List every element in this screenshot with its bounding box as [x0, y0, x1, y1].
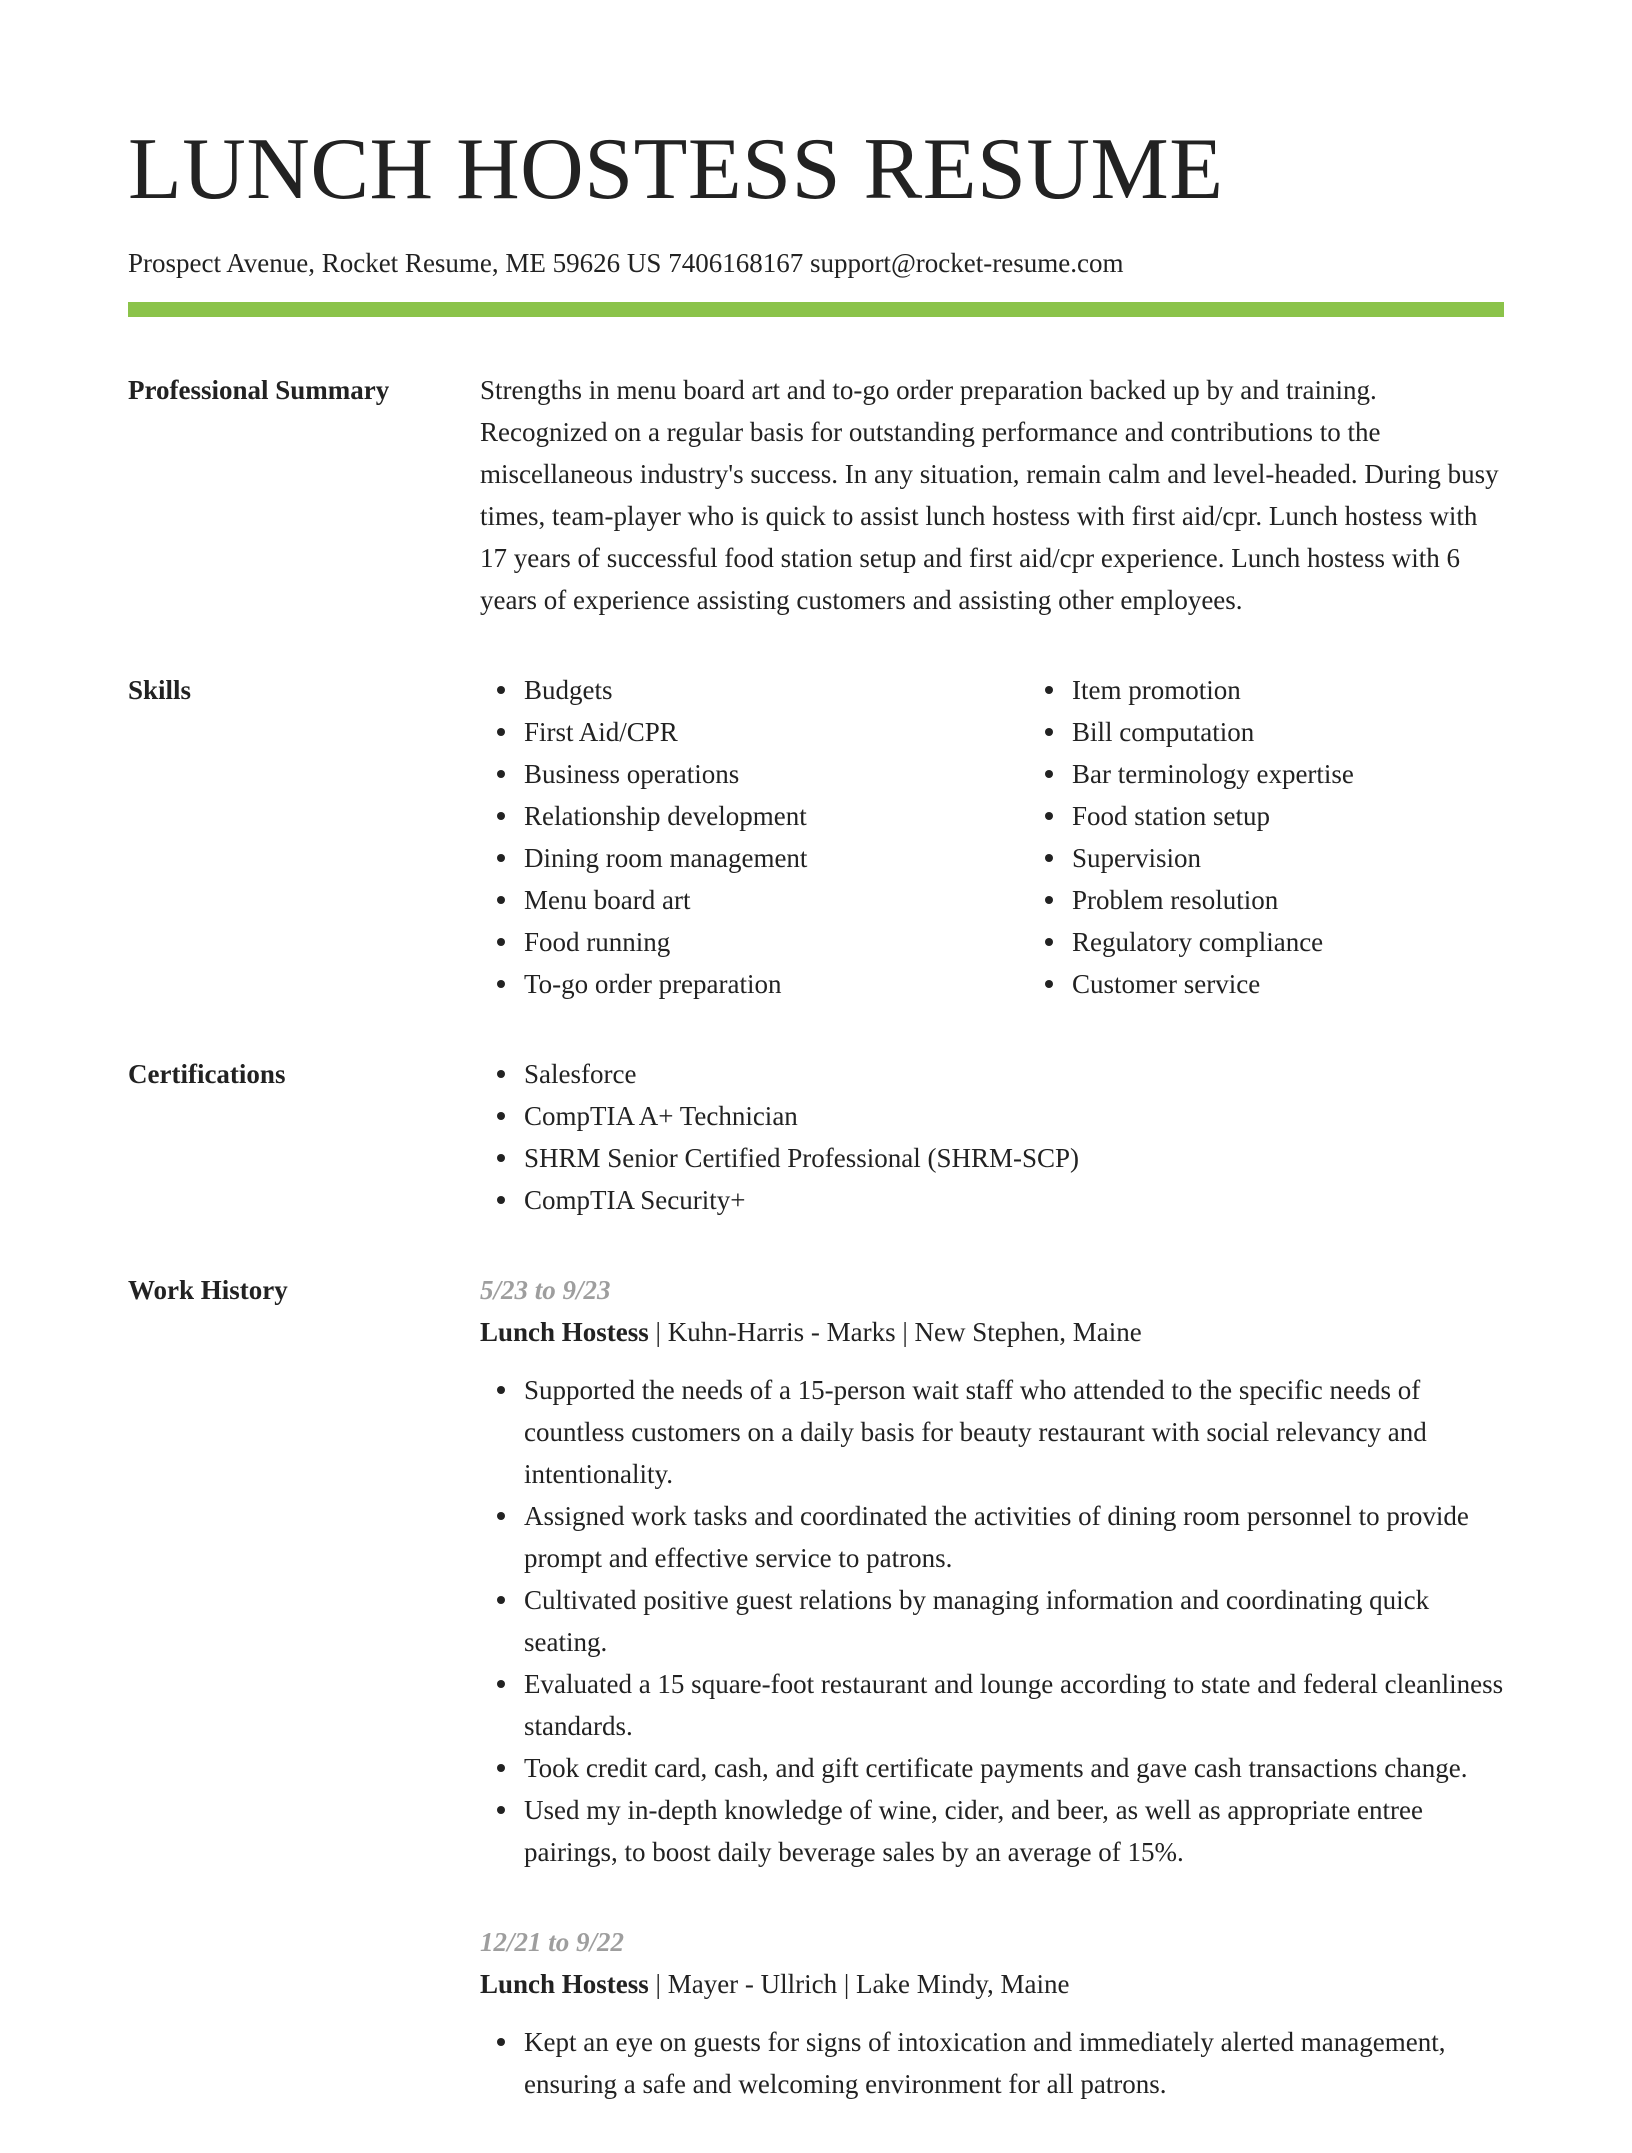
section-professional-summary	[128, 369, 1504, 621]
contact-email: support@rocket-resume.com	[809, 248, 1124, 278]
job-duty-item: Took credit card, cash, and gift certificate payments and gave cash transactions change.	[524, 1747, 1504, 1789]
job-entry	[480, 1269, 1504, 1873]
skill-item: Problem resolution	[1072, 879, 1576, 921]
certification-item: Salesforce	[524, 1053, 1504, 1095]
section-label-skills: Skills	[128, 675, 192, 705]
job-title-line	[480, 1963, 1504, 2005]
skill-item: Item promotion	[1072, 669, 1576, 711]
header-accent-rule	[128, 302, 1504, 317]
job-title: Lunch Hostess	[480, 1969, 649, 1999]
job-duties-list	[480, 1369, 1504, 1873]
section-label-certifications: Certifications	[128, 1059, 286, 1089]
skill-item: Food station setup	[1072, 795, 1576, 837]
section-certifications	[128, 1053, 1504, 1221]
job-dates: 5/23 to 9/23	[480, 1275, 611, 1305]
skills-list-left	[480, 669, 1028, 1005]
resume-document	[128, 0, 1504, 2153]
skill-item: Menu board art	[524, 879, 1028, 921]
section-skills	[128, 669, 1504, 1005]
skill-item: Relationship development	[524, 795, 1028, 837]
job-duty-item: Evaluated a 15 square-foot restaurant and lounge according to state and federal cleanliness standards.	[524, 1663, 1504, 1747]
job-employer-location: | Kuhn-Harris - Marks | New Stephen, Maine	[648, 1317, 1142, 1347]
job-employer-location: | Mayer - Ullrich | Lake Mindy, Maine	[648, 1969, 1070, 1999]
job-title: Lunch Hostess	[480, 1317, 649, 1347]
job-title-line	[480, 1311, 1504, 1353]
resume-title: LUNCH HOSTESS RESUME	[128, 121, 1224, 218]
certifications-list	[480, 1053, 1504, 1221]
job-duty-item: Cultivated positive guest relations by managing information and coordinating quick seating.	[524, 1579, 1504, 1663]
skill-item: Food running	[524, 921, 1028, 963]
skill-item: Business operations	[524, 753, 1028, 795]
job-duty-item: Assigned work tasks and coordinated the activities of dining room personnel to provide prompt and effective service to patrons.	[524, 1495, 1504, 1579]
skill-item: To-go order preparation	[524, 963, 1028, 1005]
certification-item: CompTIA A+ Technician	[524, 1095, 1504, 1137]
skill-item: Bill computation	[1072, 711, 1576, 753]
job-duty-item: Kept an eye on guests for signs of intoxication and immediately alerted management, ensuring a safe and welcoming environment for all patrons.	[524, 2021, 1504, 2105]
contact-phone: 7406168167	[668, 248, 804, 278]
certification-item: SHRM Senior Certified Professional (SHRM-SCP)	[524, 1137, 1504, 1179]
job-duty-item: Supported the needs of a 15-person wait staff who attended to the specific needs of countless customers on a daily basis for beauty restaurant with social relevancy and intentionality.	[524, 1369, 1504, 1495]
skill-item: Dining room management	[524, 837, 1028, 879]
section-label-summary: Professional Summary	[128, 375, 390, 405]
section-work-history	[128, 1269, 1504, 2153]
contact-address: Prospect Avenue, Rocket Resume, ME 59626 US	[128, 248, 662, 278]
job-dates: 12/21 to 9/22	[480, 1927, 625, 1957]
skill-item: Supervision	[1072, 837, 1576, 879]
summary-text: Strengths in menu board art and to-go order preparation backed up by and training. Recognized on a regular basis for outstanding performance and contributions to the miscellaneous industry's success. In any situation, remain calm and level-headed. During busy times, team-player who is quick to assist lunch hostess with first aid/cpr. Lunch hostess with 17 years of successful food station setup and first aid/cpr experience. Lunch hostess with 6 years of experience assisting customers and assisting other employees.	[480, 375, 1499, 615]
skills-list-right	[1028, 669, 1576, 1005]
section-label-work-history: Work History	[128, 1275, 288, 1305]
contact-line	[128, 246, 1504, 280]
job-entry	[480, 1921, 1504, 2105]
skill-item: Regulatory compliance	[1072, 921, 1576, 963]
job-duty-item: Used my in-depth knowledge of wine, cider, and beer, as well as appropriate entree pairings, to boost daily beverage sales by an average of 15%.	[524, 1789, 1504, 1873]
job-duties-list	[480, 2021, 1504, 2105]
certification-item: CompTIA Security+	[524, 1179, 1504, 1221]
skill-item: Customer service	[1072, 963, 1576, 1005]
skill-item: First Aid/CPR	[524, 711, 1028, 753]
skill-item: Bar terminology expertise	[1072, 753, 1576, 795]
skill-item: Budgets	[524, 669, 1028, 711]
